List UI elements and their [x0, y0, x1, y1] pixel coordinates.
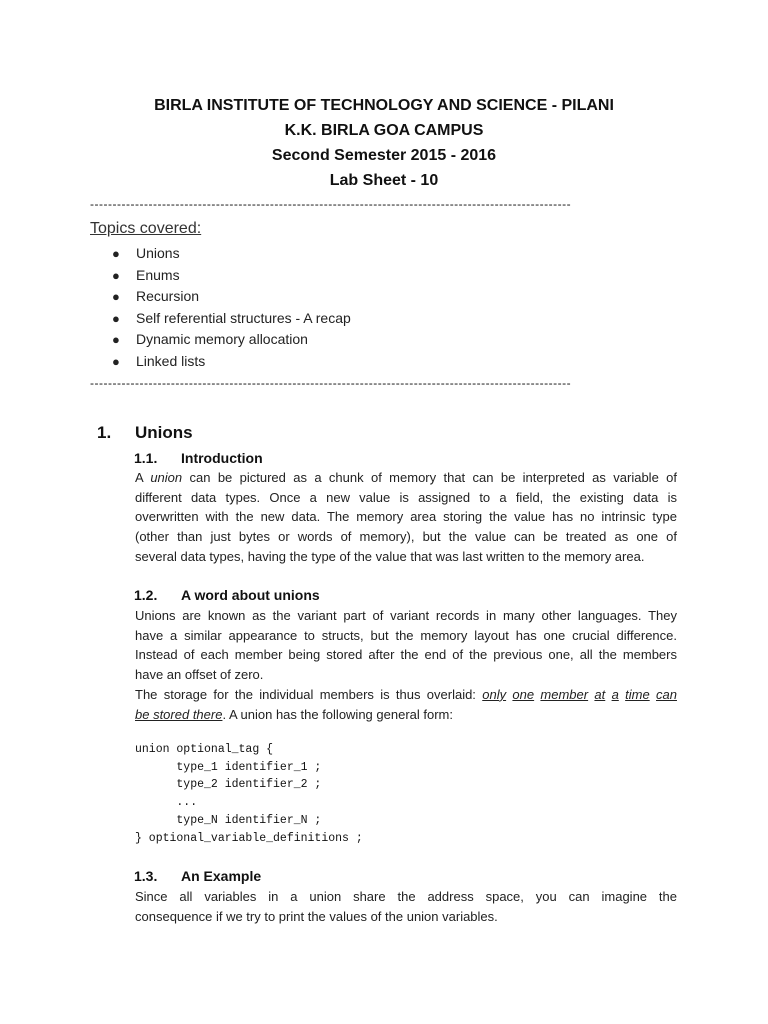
subsection-heading-word-about-unions: 1.2. A word about unions	[134, 587, 320, 603]
list-item: ● Enums	[112, 265, 351, 287]
topics-list	[112, 243, 351, 372]
union-syntax-code-block: union optional_tag { type_1 identifier_1 ; type_2 identifier_2 ; ... type_N identifier_N ; } optional_variable_definitions ;	[135, 743, 363, 845]
institute-name: BIRLA INSTITUTE OF TECHNOLOGY AND SCIENCE - PILANI	[154, 97, 614, 114]
section-title: Unions	[135, 423, 193, 442]
word-about-unions-paragraph: Unions are known as the variant part of variant records in many other languages. They have a similar appearance to structs, but the memory layout has one crucial difference. Instead of each member being stored after the end of the previous one, all the members have an offset of zero. The storage for the individual members is thus overlaid: only one member at a time can be stored there. A union has the following general form:	[135, 608, 677, 722]
list-item: ● Recursion	[112, 286, 351, 308]
bullet-icon: ●	[112, 353, 120, 369]
section-heading-unions	[97, 423, 193, 443]
list-item: ● Linked lists	[112, 351, 351, 373]
list-item: ● Unions	[112, 243, 351, 265]
an-example-paragraph: Since all variables in a union share the address space, you can imagine the consequence if we try to print the values of the union variables.	[135, 889, 677, 924]
semester: Second Semester 2015 - 2016	[271, 147, 497, 164]
divider-top: -----------------------------------------------------------------------------------------------------------	[90, 197, 572, 211]
campus-name: K.K. BIRLA GOA CAMPUS	[284, 122, 484, 139]
subsection-heading-an-example: 1.3. An Example	[134, 868, 262, 884]
divider-bottom: -----------------------------------------------------------------------------------------------------------	[90, 376, 572, 390]
document-header	[0, 93, 768, 193]
list-item: ● Self referential structures - A recap	[112, 308, 351, 330]
bullet-icon: ●	[112, 310, 120, 326]
introduction-paragraph: A union can be pictured as a chunk of memory that can be interpreted as variable of different data types. Once a new value is assigned to a field, the existing data is overwritten with the new data. The memory area storing the value has no intrinsic type (other than just bytes or words of memory), but the value can be treated as one of several data types, having the type of the value that was last written to the memory area.	[135, 470, 677, 564]
topics-heading: Topics covered:	[90, 220, 202, 237]
list-item: ● Dynamic memory allocation	[112, 329, 351, 351]
bullet-icon: ●	[112, 289, 120, 304]
bullet-icon: ●	[112, 246, 120, 261]
section-number: 1.	[97, 423, 112, 442]
subsection-heading-introduction: 1.1. Introduction	[134, 450, 263, 466]
bullet-icon: ●	[112, 332, 120, 347]
lab-sheet-title: Lab Sheet - 10	[329, 172, 439, 189]
bullet-icon: ●	[112, 267, 120, 283]
